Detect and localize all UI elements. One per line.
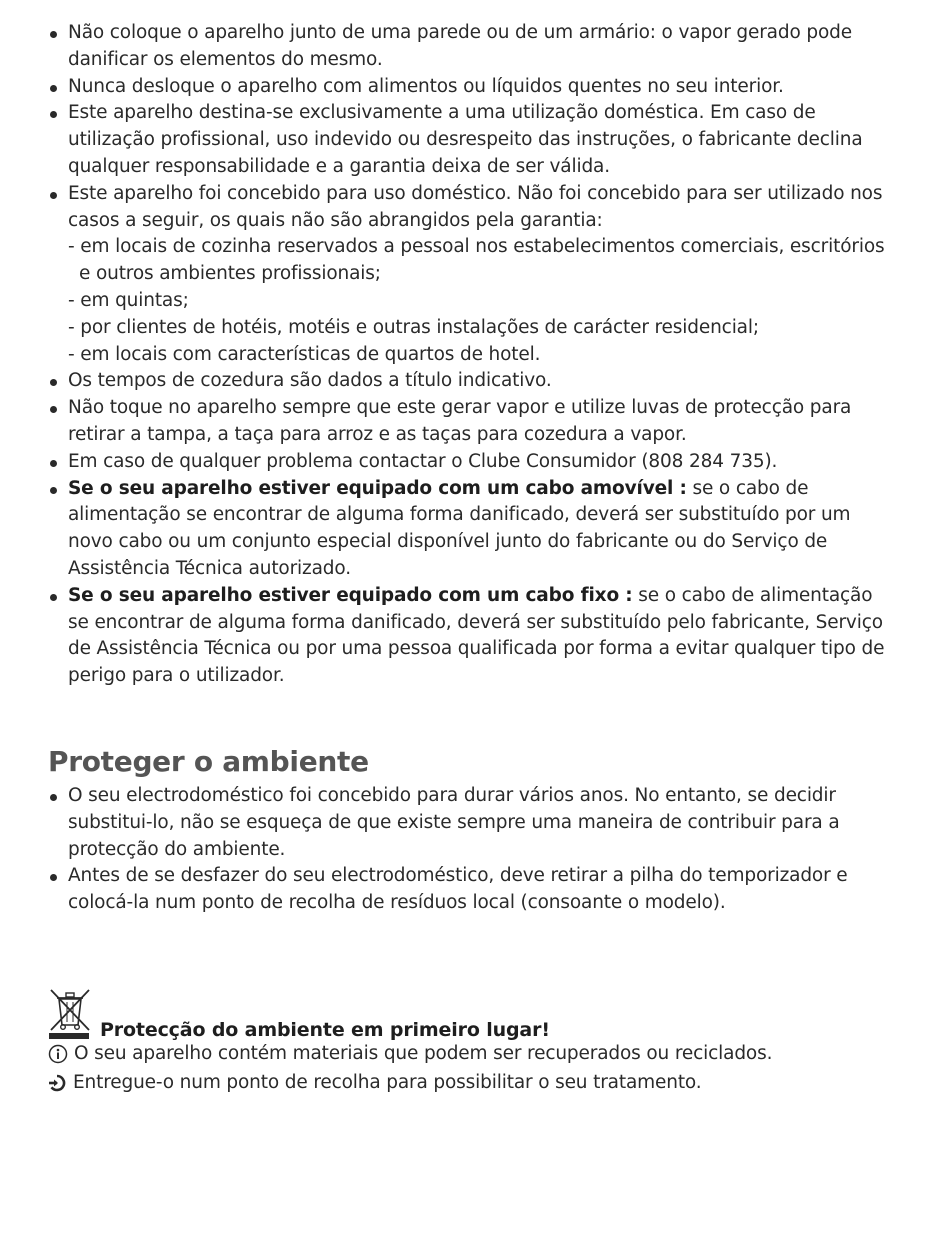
bold-lead: Se o seu aparelho estiver equipado com um cabo amovível : bbox=[68, 477, 687, 499]
list-item: Este aparelho foi concebido para uso doméstico. Não foi concebido para ser utilizado nos casos a seguir, os quais não são abrangidos pela garantia: - em locais de cozinha reservados a pessoal nos estabelecimentos comerciais, escritórios e outros ambientes profissionais; - em quintas; - por clientes de hotéis, motéis e outras instalações de carácter residencial; - em locais com características de quartos de hotel. bbox=[48, 181, 898, 369]
arrow-line bbox=[48, 1070, 898, 1097]
sub-item: - em quintas; bbox=[68, 289, 189, 311]
weee-title: Protecção do ambiente em primeiro lugar! bbox=[100, 1018, 550, 1041]
info-line bbox=[48, 1041, 898, 1068]
list-item: Este aparelho destina-se exclusivamente a uma utilização doméstica. Em caso de utilização profissional, uso indevido ou desrespeito das instruções, o fabricante declina qualquer responsabilidade e a garantia deixa de ser válida. bbox=[48, 100, 898, 180]
crossed-bin-icon bbox=[48, 987, 92, 1039]
list-item: Os tempos de cozedura são dados a título indicativo. bbox=[48, 368, 898, 395]
environment-list bbox=[48, 783, 898, 917]
sub-item: - por clientes de hotéis, motéis e outras instalações de carácter residencial; bbox=[68, 316, 759, 338]
bold-lead: Se o seu aparelho estiver equipado com um cabo fixo : bbox=[68, 584, 633, 606]
list-item: Se o seu aparelho estiver equipado com um cabo amovível : se o cabo de alimentação se encontrar de alguma forma danificado, deverá ser substituído por um novo cabo ou um conjunto especial disponível junto do fabricante ou do Serviço de Assistência Técnica autorizado. bbox=[48, 476, 898, 583]
weee-block bbox=[48, 987, 898, 1097]
sub-item: - em locais com características de quartos de hotel. bbox=[68, 343, 541, 365]
document-page bbox=[48, 20, 898, 1097]
arrow-text: Entregue-o num ponto de recolha para possibilitar o seu tratamento. bbox=[73, 1071, 702, 1093]
section-title: Proteger o ambiente bbox=[48, 744, 369, 778]
info-circle-icon bbox=[48, 1044, 68, 1064]
list-item: Não coloque o aparelho junto de uma parede ou de um armário: o vapor gerado pode danificar os elementos do mesmo. bbox=[48, 20, 898, 74]
list-item: Nunca desloque o aparelho com alimentos ou líquidos quentes no seu interior. bbox=[48, 74, 898, 101]
arrow-right-circle-icon bbox=[48, 1074, 66, 1092]
list-item: Se o seu aparelho estiver equipado com um cabo fixo : se o cabo de alimentação se encontrar de alguma forma danificado, deverá ser substituído pelo fabricante, Serviço de Assistência Técnica ou por uma pessoa qualificada por forma a evitar qualquer tipo de perigo para o utilizador. bbox=[48, 583, 898, 690]
list-item: Não toque no aparelho sempre que este gerar vapor e utilize luvas de protecção para retirar a tampa, a taça para arroz e as taças para cozedura a vapor. bbox=[48, 395, 898, 449]
list-item: Em caso de qualquer problema contactar o Clube Consumidor (808 284 735). bbox=[48, 449, 898, 476]
sub-item: - em locais de cozinha reservados a pessoal nos estabelecimentos comerciais, escritórios e outros ambientes profissionais; bbox=[68, 236, 885, 285]
info-text: O seu aparelho contém materiais que podem ser recuperados ou reciclados. bbox=[74, 1042, 773, 1064]
list-item: O seu electrodoméstico foi concebido para durar vários anos. No entanto, se decidir substitui-lo, não se esqueça de que existe sempre uma maneira de contribuir para a protecção do ambiente. bbox=[48, 783, 898, 863]
safety-list bbox=[48, 20, 898, 690]
list-item: Antes de se desfazer do seu electrodoméstico, deve retirar a pilha do temporizador e colocá-la num ponto de recolha de resíduos local (consoante o modelo). bbox=[48, 863, 898, 917]
